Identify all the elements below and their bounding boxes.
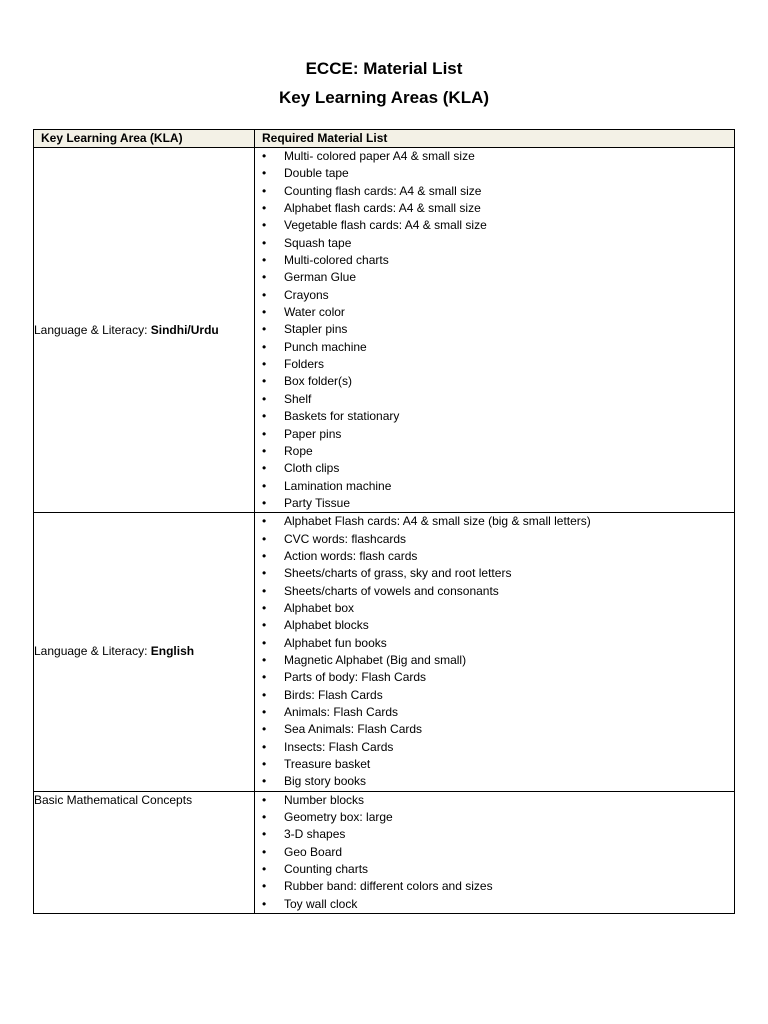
list-item-text: Alphabet flash cards: A4 & small size (284, 201, 481, 216)
list-item-text: Paper pins (284, 426, 342, 441)
list-item (255, 235, 734, 252)
list-item-text: Multi-colored charts (284, 253, 389, 268)
bullet-icon: • (262, 201, 267, 216)
list-item-text: Insects: Flash Cards (284, 739, 394, 754)
bullet-icon: • (262, 739, 267, 754)
kla-area-language: Sindhi/Urdu (150, 322, 219, 337)
bullet-icon: • (262, 426, 267, 441)
list-item (255, 321, 734, 338)
list-item (255, 617, 734, 634)
list-item (255, 183, 734, 200)
list-item (255, 739, 734, 756)
bullet-icon: • (262, 149, 267, 163)
list-item (255, 408, 734, 425)
bullet-icon: • (262, 722, 267, 737)
bullet-icon: • (262, 287, 267, 302)
list-item-text: Multi- colored paper A4 & small size (284, 149, 475, 163)
material-list (255, 513, 734, 791)
bullet-icon: • (262, 218, 267, 233)
list-item-text: Counting flash cards: A4 & small size (284, 183, 482, 198)
bullet-icon: • (262, 235, 267, 250)
list-item (255, 200, 734, 217)
bullet-icon: • (262, 514, 267, 529)
list-item (255, 756, 734, 773)
list-item (255, 687, 734, 704)
bullet-icon: • (262, 862, 267, 877)
list-item (255, 565, 734, 582)
document-subtitle: Key Learning Areas (KLA) (278, 88, 490, 107)
bullet-icon: • (262, 687, 267, 702)
bullet-icon: • (262, 409, 267, 424)
bullet-icon: • (262, 495, 267, 510)
material-list-cell (255, 148, 735, 513)
list-item-text: Number blocks (284, 792, 365, 807)
list-item (255, 878, 734, 895)
bullet-icon: • (262, 357, 267, 372)
list-item-text: Squash tape (284, 235, 352, 250)
header-material-list: Required Material List (255, 130, 735, 148)
bullet-icon: • (262, 183, 267, 198)
bullet-icon: • (262, 443, 267, 458)
bullet-icon: • (262, 548, 267, 563)
bullet-icon: • (262, 757, 267, 772)
bullet-icon: • (262, 270, 267, 285)
bullet-icon: • (262, 879, 267, 894)
bullet-icon: • (262, 618, 267, 633)
bullet-icon: • (262, 792, 267, 807)
kla-area-label: Basic Mathematical Concepts (34, 792, 193, 807)
list-item-text: Animals: Flash Cards (284, 705, 399, 719)
list-item (255, 773, 734, 790)
list-item (255, 826, 734, 843)
list-item-text: Toy wall clock (284, 896, 358, 911)
list-item (255, 373, 734, 390)
list-item-text: Shelf (284, 391, 312, 406)
bullet-icon: • (262, 670, 267, 685)
list-item-text: Alphabet blocks (284, 618, 369, 633)
list-item (255, 513, 734, 530)
list-item (255, 600, 734, 617)
bullet-icon: • (262, 827, 267, 842)
material-list (255, 792, 734, 913)
list-item (255, 252, 734, 269)
kla-area-label: Language & Literacy: (34, 644, 151, 659)
bullet-icon: • (262, 774, 267, 789)
list-item-text: Alphabet box (284, 600, 355, 615)
list-item (255, 669, 734, 686)
list-item-text: CVC words: flashcards (284, 531, 407, 546)
table-row (34, 148, 735, 513)
list-item-text: Parts of body: Flash Cards (284, 670, 427, 685)
list-item-text: Geometry box: large (284, 810, 393, 825)
table-row (34, 513, 735, 792)
list-item-text: Crayons (284, 287, 329, 302)
list-item-text: Sea Animals: Flash Cards (284, 722, 423, 737)
bullet-icon: • (262, 705, 267, 719)
bullet-icon: • (262, 374, 267, 389)
bullet-icon: • (262, 652, 267, 667)
list-item (255, 426, 734, 443)
list-item-text: Baskets for stationary (284, 409, 400, 424)
table-header-row (34, 130, 735, 148)
list-item-text: Cloth clips (284, 461, 340, 476)
list-item-text: Alphabet fun books (284, 635, 387, 650)
list-item (255, 635, 734, 652)
kla-area-cell (34, 513, 255, 792)
bullet-icon: • (262, 391, 267, 406)
bullet-icon: • (262, 253, 267, 268)
list-item (255, 792, 734, 809)
list-item-text: Rubber band: different colors and sizes (284, 879, 493, 894)
list-item (255, 721, 734, 738)
kla-area-cell (34, 791, 255, 913)
list-item (255, 304, 734, 321)
bullet-icon: • (262, 566, 267, 581)
list-item (255, 478, 734, 495)
bullet-icon: • (262, 166, 267, 181)
kla-area-language: English (150, 644, 195, 659)
bullet-icon: • (262, 478, 267, 493)
list-item-text: Box folder(s) (284, 374, 353, 389)
list-item (255, 165, 734, 182)
bullet-icon: • (262, 322, 267, 337)
list-item-text: Magnetic Alphabet (Big and small) (284, 652, 467, 667)
bullet-icon: • (262, 305, 267, 320)
table-row (34, 791, 735, 913)
bullet-icon: • (262, 583, 267, 598)
list-item-text: Counting charts (284, 862, 369, 877)
material-list (255, 148, 734, 512)
list-item-text: 3-D shapes (284, 827, 346, 842)
material-list-cell (255, 513, 735, 792)
list-item (255, 148, 734, 165)
list-item (255, 287, 734, 304)
list-item-text: Birds: Flash Cards (284, 687, 383, 702)
list-item-text: Action words: flash cards (284, 548, 418, 563)
list-item-text: Sheets/charts of grass, sky and root letters (284, 566, 512, 581)
list-item-text: Stapler pins (284, 322, 348, 337)
list-item-text: Treasure basket (284, 757, 371, 772)
bullet-icon: • (262, 810, 267, 825)
list-item-text: Punch machine (284, 339, 367, 354)
bullet-icon: • (262, 339, 267, 354)
bullet-icon: • (262, 896, 267, 911)
list-item-text: Geo Board (284, 844, 343, 859)
list-item-text: Vegetable flash cards: A4 & small size (284, 218, 487, 233)
list-item (255, 583, 734, 600)
list-item (255, 339, 734, 356)
bullet-icon: • (262, 531, 267, 546)
list-item-text: Party Tissue (284, 495, 351, 510)
list-item (255, 531, 734, 548)
list-item (255, 652, 734, 669)
list-item (255, 809, 734, 826)
list-item-text: Folders (284, 357, 325, 372)
list-item (255, 896, 734, 913)
list-item (255, 356, 734, 373)
list-item (255, 844, 734, 861)
list-item (255, 391, 734, 408)
list-item-text: German Glue (284, 270, 357, 285)
bullet-icon: • (262, 600, 267, 615)
list-item (255, 217, 734, 234)
list-item-text: Rope (284, 443, 313, 458)
header-kla: Key Learning Area (KLA) (34, 130, 255, 148)
list-item-text: Alphabet Flash cards: A4 & small size (big & small letters) (284, 514, 591, 529)
material-list-cell (255, 791, 735, 913)
list-item-text: Big story books (284, 774, 367, 789)
list-item-text: Sheets/charts of vowels and consonants (284, 583, 499, 598)
list-item (255, 861, 734, 878)
list-item (255, 460, 734, 477)
list-item-text: Lamination machine (284, 478, 392, 493)
list-item (255, 495, 734, 512)
list-item-text: Water color (284, 305, 345, 320)
bullet-icon: • (262, 844, 267, 859)
kla-area-cell (34, 148, 255, 513)
bullet-icon: • (262, 635, 267, 650)
document-title: ECCE: Material List (305, 59, 463, 78)
material-list-table (33, 129, 735, 914)
list-item (255, 443, 734, 460)
bullet-icon: • (262, 461, 267, 476)
list-item (255, 704, 734, 721)
list-item-text: Double tape (284, 166, 349, 181)
kla-area-label: Language & Literacy: (34, 322, 151, 337)
list-item (255, 548, 734, 565)
list-item (255, 269, 734, 286)
